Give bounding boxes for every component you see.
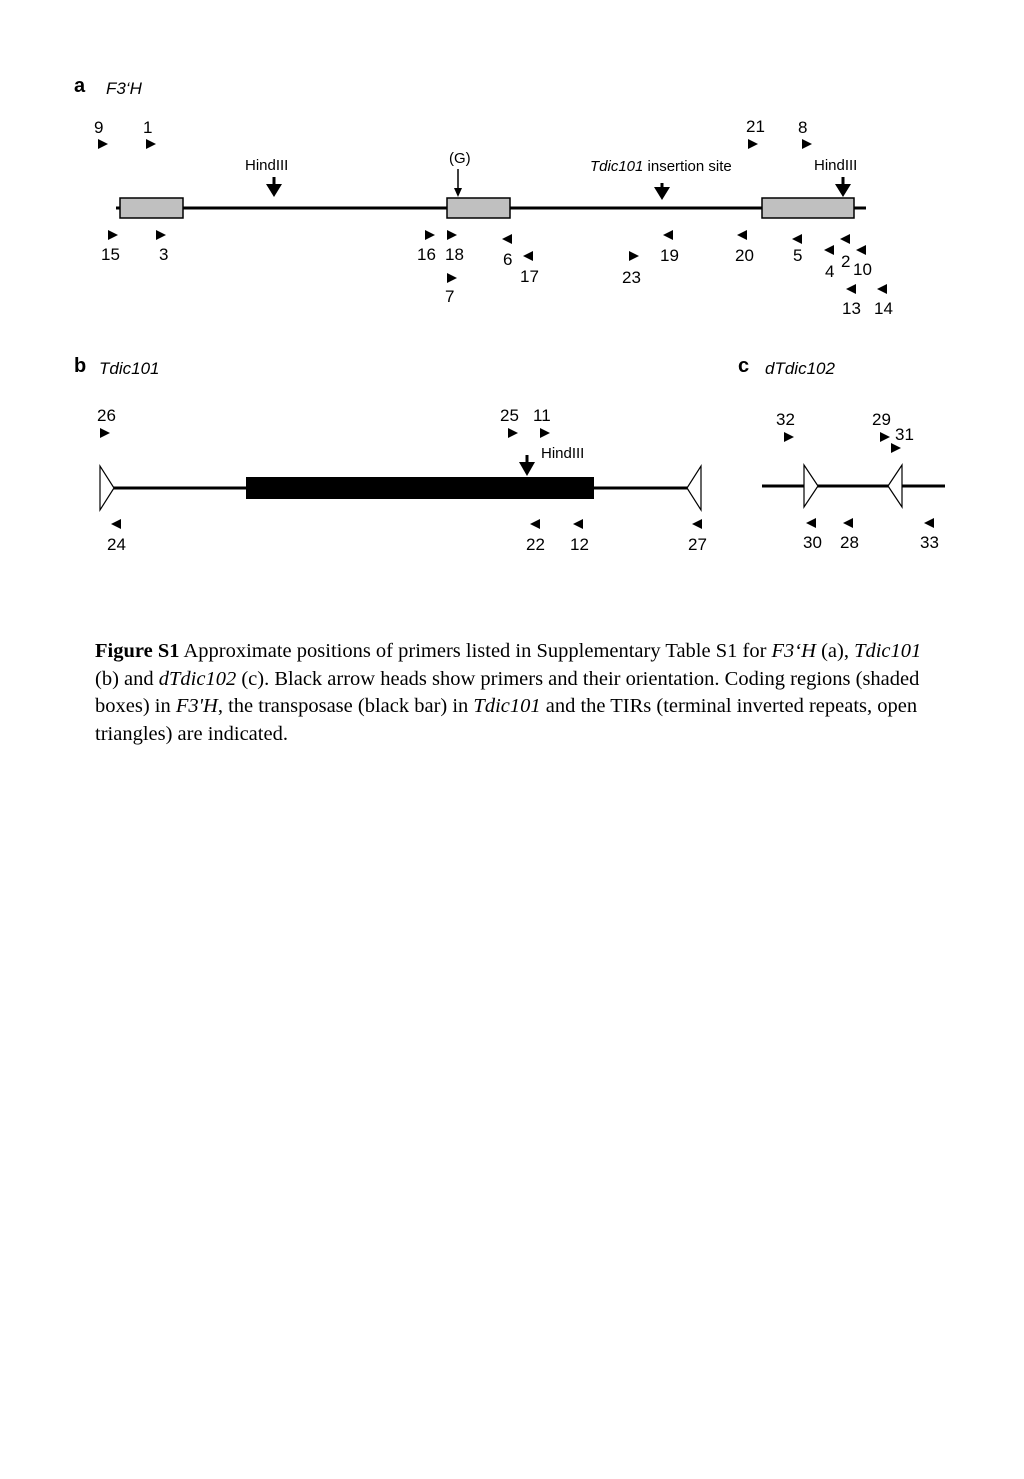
coding-region-2 — [447, 198, 510, 218]
transposase-bar — [246, 477, 594, 499]
panel-c — [738, 355, 945, 552]
hindiii-label-2: HindIII — [814, 157, 858, 174]
caption-gene-4: F3'H — [175, 695, 218, 717]
primer-3-label: 3 — [159, 245, 169, 264]
primer-22-arrowhead — [530, 519, 540, 529]
primer-6-label: 6 — [503, 250, 513, 269]
hindiii-label-3: HindIII — [541, 445, 585, 462]
tir-left-triangle — [100, 466, 114, 510]
primer-11-arrowhead — [540, 428, 550, 438]
primer-11-label: 11 — [533, 406, 551, 425]
primer-19-label: 19 — [660, 246, 679, 265]
primer-24-label: 24 — [107, 535, 126, 554]
tir-c-left-triangle — [804, 465, 818, 507]
insertion-site-label: Tdic101 insertion site — [590, 158, 732, 175]
primer-4-label: 4 — [825, 262, 835, 281]
primer-10-arrowhead — [856, 245, 866, 255]
caption-gene-2: Tdic101 — [854, 640, 922, 662]
primer-7-label: 7 — [445, 287, 455, 306]
hindiii-arrow-3 — [519, 455, 535, 476]
primer-32-label: 32 — [776, 410, 795, 429]
panel-a-letter: a — [74, 75, 86, 97]
g-site-arrow — [454, 169, 462, 197]
panel-b-letter: b — [74, 355, 87, 377]
primer-24-arrowhead — [111, 519, 121, 529]
primer-29-arrowhead — [880, 432, 890, 442]
hindiii-arrow-2 — [835, 177, 851, 197]
caption-text-6: and the TIRs (terminal inverted repeats, open triangles) are indicated. — [95, 695, 918, 745]
caption-gene-1: F3‘H — [771, 640, 816, 662]
panel-b-title: Tdic101 — [99, 359, 160, 378]
primer-9-label: 9 — [94, 118, 104, 137]
primer-7-arrowhead — [447, 273, 457, 283]
primer-33-arrowhead — [924, 518, 934, 528]
caption-figure-label: Figure S1 — [95, 640, 180, 662]
panel-a-title: F3‘H — [106, 79, 142, 98]
caption-text-4: (c). Black arrow heads show primers and their orientation. Coding regions (shaded boxes) in — [95, 667, 920, 717]
primer-25-label: 25 — [500, 406, 519, 425]
primer-2-arrowhead — [840, 234, 850, 244]
primer-25-arrowhead — [508, 428, 518, 438]
tir-c-right-triangle — [888, 465, 902, 507]
panel-b — [74, 355, 707, 554]
primer-23-arrowhead — [629, 251, 639, 261]
primer-1-arrowhead — [146, 139, 156, 149]
insertion-site-arrow — [654, 183, 670, 200]
primer-5-arrowhead — [792, 234, 802, 244]
primer-26-arrowhead — [100, 428, 110, 438]
primer-30-label: 30 — [803, 533, 822, 552]
primer-22-label: 22 — [526, 535, 545, 554]
panel-c-letter: c — [738, 355, 750, 377]
primer-17-arrowhead — [523, 251, 533, 261]
tir-right-triangle — [687, 466, 701, 510]
primer-2-label: 2 — [841, 252, 851, 271]
primer-1-label: 1 — [143, 118, 153, 137]
primer-14-arrowhead — [877, 284, 887, 294]
figure-caption — [95, 638, 935, 748]
primer-26-label: 26 — [97, 406, 116, 425]
primer-20-label: 20 — [735, 246, 754, 265]
primer-15-arrowhead — [108, 230, 118, 240]
primer-29-label: 29 — [872, 410, 891, 429]
primer-27-label: 27 — [688, 535, 707, 554]
primer-8-label: 8 — [798, 118, 808, 137]
primer-13-label: 13 — [842, 299, 861, 318]
caption-gene-5: Tdic101 — [473, 695, 541, 717]
primer-14-label: 14 — [874, 299, 893, 318]
primer-21-arrowhead — [748, 139, 758, 149]
primer-8-arrowhead — [802, 139, 812, 149]
primer-16-label: 16 — [417, 245, 436, 264]
primer-23-label: 23 — [622, 268, 641, 287]
primer-28-label: 28 — [840, 533, 859, 552]
primer-12-arrowhead — [573, 519, 583, 529]
panel-c-title: dTdic102 — [765, 359, 835, 378]
primer-31-label: 31 — [895, 425, 914, 444]
panel-a — [74, 75, 893, 318]
caption-text-1: Approximate positions of primers listed in Supplementary Table S1 for — [179, 640, 772, 662]
primer-20-arrowhead — [737, 230, 747, 240]
primer-32-arrowhead — [784, 432, 794, 442]
primer-31-arrowhead — [891, 443, 901, 453]
caption-text-5: , the transposase (black bar) in — [217, 695, 474, 717]
primer-30-arrowhead — [806, 518, 816, 528]
primer-4-arrowhead — [824, 245, 834, 255]
primer-position-figure — [0, 0, 1024, 620]
primer-19-arrowhead — [663, 230, 673, 240]
primer-21-label: 21 — [746, 117, 765, 136]
primer-16-arrowhead — [425, 230, 435, 240]
primer-5-label: 5 — [793, 246, 803, 265]
primer-9-arrowhead — [98, 139, 108, 149]
hindiii-arrow-1 — [266, 177, 282, 197]
primer-12-label: 12 — [570, 535, 589, 554]
caption-gene-3: dTdic102 — [158, 667, 237, 690]
primer-18-arrowhead — [447, 230, 457, 240]
primer-28-arrowhead — [843, 518, 853, 528]
primer-10-label: 10 — [853, 260, 872, 279]
g-site-label: (G) — [449, 150, 471, 167]
coding-region-1 — [120, 198, 183, 218]
primer-17-label: 17 — [520, 267, 539, 286]
primer-3-arrowhead — [156, 230, 166, 240]
primer-6-arrowhead — [502, 234, 512, 244]
primer-18-label: 18 — [445, 245, 464, 264]
primer-27-arrowhead — [692, 519, 702, 529]
caption-text-3: (b) and — [95, 667, 159, 690]
primer-13-arrowhead — [846, 284, 856, 294]
primer-33-label: 33 — [920, 533, 939, 552]
coding-region-3 — [762, 198, 854, 218]
caption-text-2: (a), — [815, 640, 855, 662]
primer-15-label: 15 — [101, 245, 120, 264]
hindiii-label-1: HindIII — [245, 157, 289, 174]
